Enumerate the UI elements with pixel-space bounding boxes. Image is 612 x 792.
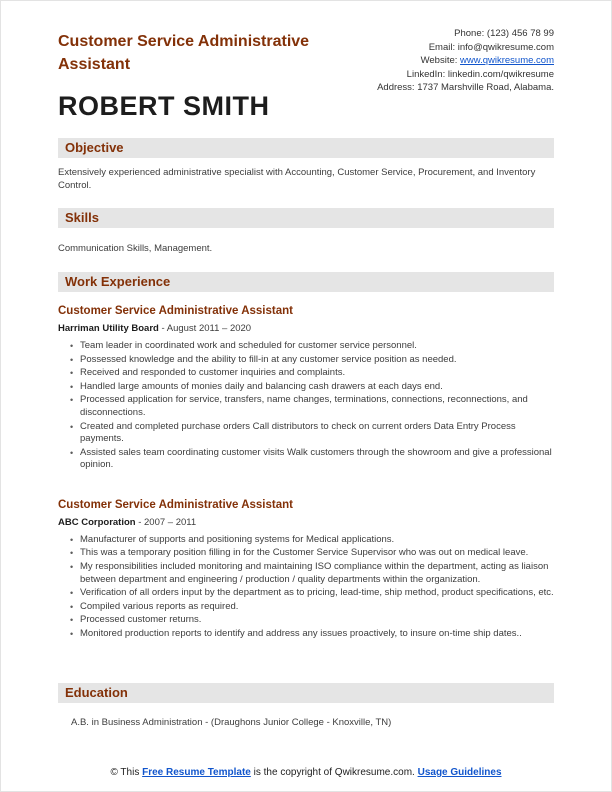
footer <box>51 766 561 780</box>
person-name: ROBERT SMITH <box>58 91 270 122</box>
contact-info <box>369 27 554 122</box>
bullet-item: • Handled large amounts of monies daily and balancing cash drawers at each days end. <box>72 381 554 394</box>
header-left <box>58 27 369 122</box>
bullet-item: • Received and responded to customer inquiries and complaints. <box>72 367 554 380</box>
job-entry-2 <box>58 499 554 641</box>
bullet-item: • Possessed knowledge and the ability to fill-in at any customer service position as needed. <box>72 354 554 367</box>
section-heading-education: Education <box>58 683 554 703</box>
bullet-item: • Created and completed purchase orders Call distributors to check on current orders Data Entry Process payments. <box>72 421 554 446</box>
contact-phone-value: (123) 456 78 99 <box>486 28 554 39</box>
job-title: Customer Service Administrative Assistant <box>58 498 293 511</box>
contact-website <box>369 54 554 68</box>
company-name: Harriman Utility Board <box>58 322 159 334</box>
contact-phone <box>369 27 554 41</box>
bullet-item: • Verification of all orders input by the department as to pricing, lead-time, ship method, product specifications, etc. <box>72 587 554 600</box>
website-link[interactable]: www.qwikresume.com <box>460 55 554 66</box>
job-title: Customer Service Administrative Assistant <box>58 304 293 317</box>
free-resume-template-link[interactable]: Free Resume Template <box>142 767 251 778</box>
objective-text: Extensively experienced administrative specialist with Accounting, Customer Service, Procurement, and Inventory Control. <box>58 167 536 191</box>
resume-title: Customer Service Administrative Assistant <box>58 33 310 73</box>
section-heading-work-experience: Work Experience <box>58 272 554 292</box>
contact-address-value: 1737 Marshville Road, Alabama. <box>417 82 554 93</box>
bullet-item: • Manufacturer of supports and positioning systems for Medical applications. <box>72 534 554 547</box>
resume-header <box>58 27 554 122</box>
job-dates: - 2007 – 2011 <box>138 516 197 528</box>
contact-linkedin-label: LinkedIn: <box>406 68 448 80</box>
job-bullet-list <box>58 340 554 472</box>
contact-website-label: Website: <box>420 55 461 66</box>
job-dates: - August 2011 – 2020 <box>161 322 252 334</box>
job-entry-1 <box>58 305 554 472</box>
education-text: A.B. in Business Administration - (Draughons Junior College - Knoxville, TN) <box>71 716 392 728</box>
skills-text: Communication Skills, Management. <box>58 243 213 255</box>
contact-address <box>369 81 554 95</box>
company-line <box>58 517 554 528</box>
bullet-item: • Compiled various reports as required. <box>72 601 554 614</box>
company-line <box>58 323 554 334</box>
bullet-item: • Monitored production reports to identify and address any issues proactively, to insure on-time ship dates.. <box>72 628 554 641</box>
usage-guidelines-link[interactable]: Usage Guidelines <box>417 767 502 778</box>
footer-text-middle: is the copyright of Qwikresume.com. <box>250 767 418 778</box>
section-heading-skills: Skills <box>58 208 554 228</box>
contact-address-label: Address: <box>377 82 418 93</box>
bullet-item: • Assisted sales team coordinating customer visits Walk customers through the showroom and give a professional opinion. <box>72 447 554 472</box>
contact-linkedin-value: linkedin.com/qwikresume <box>447 68 554 80</box>
bullet-item: • My responsibilities included monitoring and maintaining ISO compliance within the department, acting as liaison between department and engineering / production / quality departments within the organization. <box>72 561 554 586</box>
footer-text-prefix: © This <box>110 767 143 778</box>
contact-email-label: Email: <box>428 41 458 53</box>
company-name: ABC Corporation <box>58 516 136 528</box>
contact-email <box>369 41 554 55</box>
job-bullet-list <box>58 534 554 641</box>
bullet-item: • Processed application for service, transfers, name changes, terminations, connections, reconnections, and disconnections. <box>72 394 554 419</box>
bullet-item: • This was a temporary position filling in for the Customer Service Supervisor who was out on medical leave. <box>72 547 554 560</box>
bullet-item: • Processed customer returns. <box>72 614 554 627</box>
contact-email-value: info@qwikresume.com <box>457 41 554 53</box>
bullet-item: • Team leader in coordinated work and scheduled for customer service personnel. <box>72 340 554 353</box>
contact-linkedin <box>369 68 554 82</box>
section-heading-objective: Objective <box>58 138 554 158</box>
contact-phone-label: Phone: <box>454 28 487 39</box>
